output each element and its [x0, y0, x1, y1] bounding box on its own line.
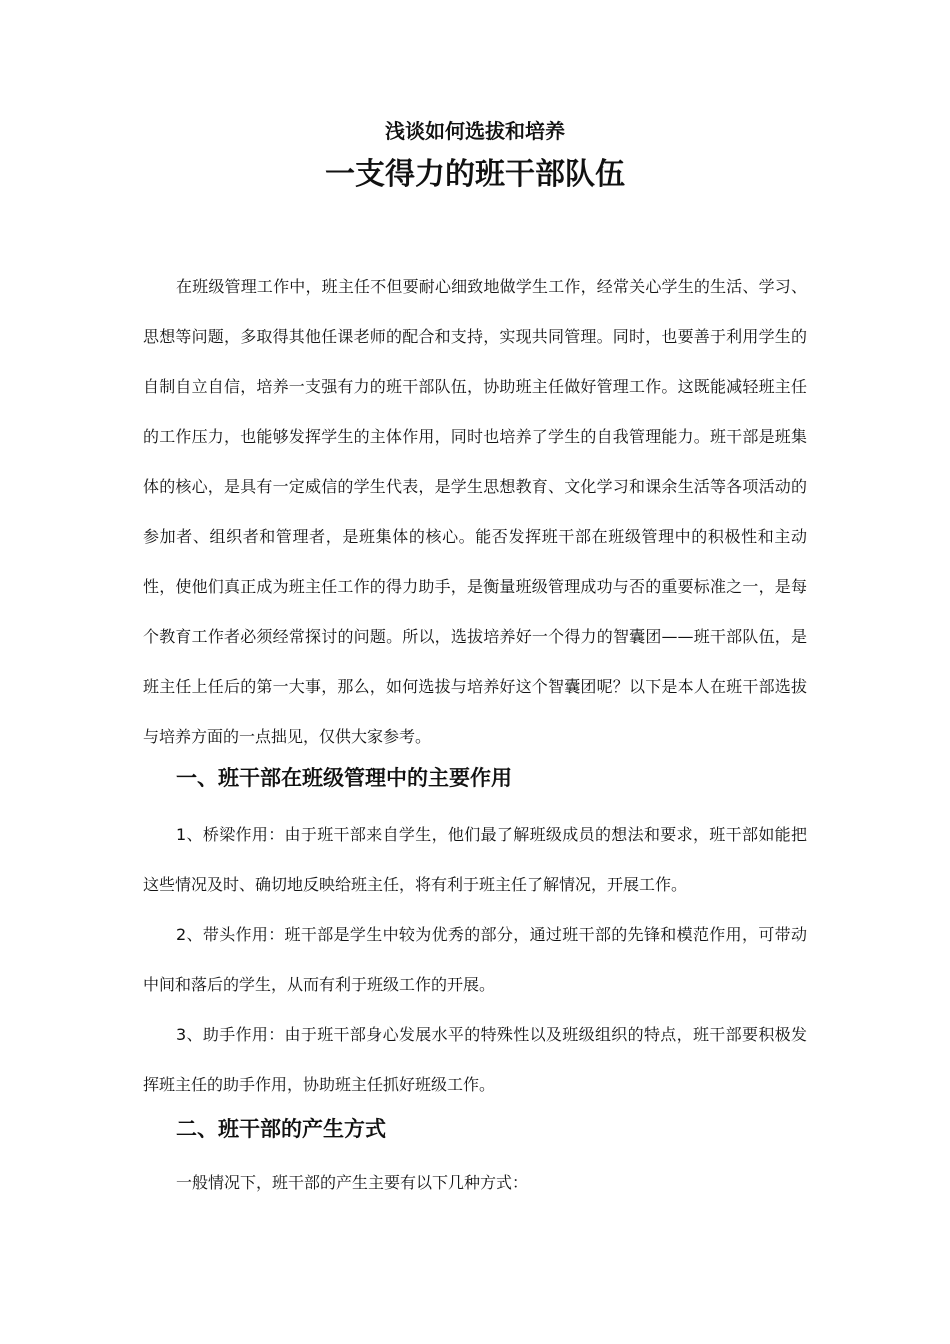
document-title: 一支得力的班干部队伍 — [325, 157, 625, 192]
section1-item-bridge: 1、桥梁作用：由于班干部来自学生，他们最了解班级成员的想法和要求，班干部如能把这些情况及时、确切地反映给班主任，将有利于班主任了解情况，开展工作。 — [143, 825, 807, 894]
section2-intro-paragraph: 一般情况下，班干部的产生主要有以下几种方式： — [176, 1173, 529, 1192]
document-subtitle: 浅谈如何选拔和培养 — [385, 119, 565, 143]
section-heading-selection: 二、班干部的产生方式 — [176, 1117, 386, 1141]
intro-paragraph: 在班级管理工作中，班主任不但要耐心细致地做学生工作，经常关心学生的生活、学习、思想等问题，多取得其他任课老师的配合和支持，实现共同管理。同时，也要善于利用学生的自制自立自信，培养一支强有力的班干部队伍，协助班主任做好管理工作。这既能减轻班主任的工作压力，也能够发挥学生的主体作用，同时也培养了学生的自我管理能力。班干部是班集体的核心，是具有一定威信的学生代表，是学生思想教育、文化学习和课余生活等各项活动的参加者、组织者和管理者，是班集体的核心。能否发挥班干部在班级管理中的积极性和主动性，使他们真正成为班主任工作的得力助手，是衡量班级管理成功与否的重要标准之一，是每个教育工作者必须经常探讨的问题。所以，选拔培养好一个得力的智囊团——班干部队伍，是班主任上任后的第一大事，那么，如何选拔与培养好这个智囊团呢？以下是本人在班干部选拔与培养方面的一点拙见，仅供大家参考。 — [143, 277, 807, 746]
section1-item-assistant: 3、助手作用：由于班干部身心发展水平的特殊性以及班级组织的特点，班干部要积极发挥班主任的助手作用，协助班主任抓好班级工作。 — [143, 1025, 807, 1094]
section-heading-roles: 一、班干部在班级管理中的主要作用 — [176, 766, 512, 790]
section1-item-lead: 2、带头作用：班干部是学生中较为优秀的部分，通过班干部的先锋和模范作用，可带动中间和落后的学生，从而有利于班级工作的开展。 — [143, 925, 807, 994]
